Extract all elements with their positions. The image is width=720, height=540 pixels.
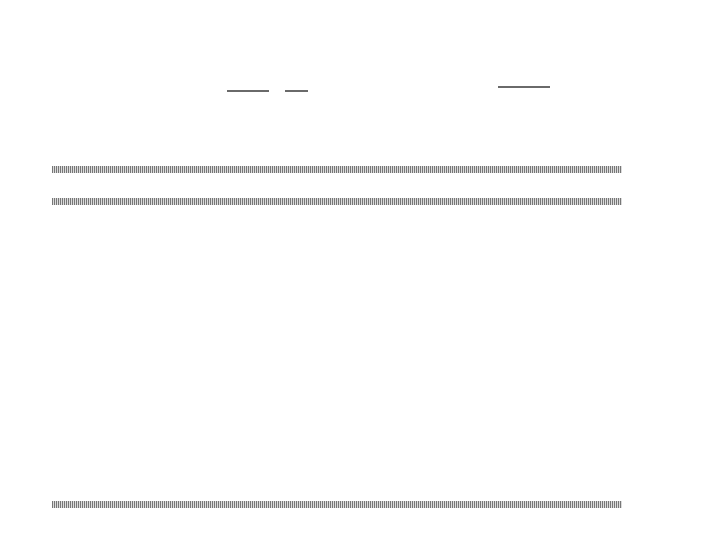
table-bottom-rule (52, 501, 622, 508)
clausius-mossotti-formula (222, 64, 562, 120)
table-header-rule (52, 198, 622, 205)
table-top-rule (52, 166, 622, 173)
